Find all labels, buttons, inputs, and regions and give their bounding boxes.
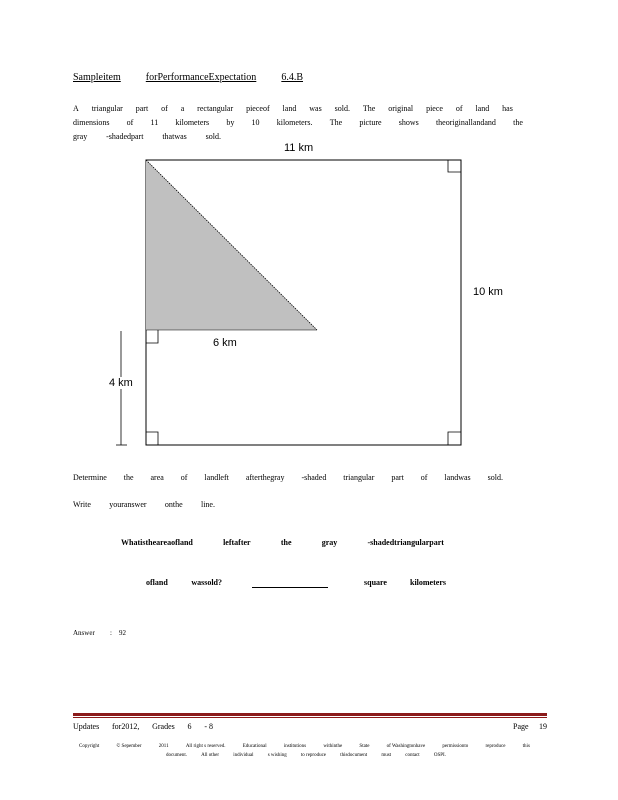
prompt-line-2a: ofland wassold? (146, 578, 222, 587)
right-angle-marker (146, 432, 158, 445)
question-line-2: Write youranswer onthe line. (73, 500, 215, 509)
footer-main (73, 722, 547, 731)
answer-colon: : (110, 629, 112, 637)
right-angle-marker (146, 330, 158, 343)
label-11km: 11 km (284, 142, 314, 154)
answer-blank-line[interactable] (252, 587, 328, 588)
prompt-line-2b: square kilometers (364, 578, 446, 587)
label-4km: 4 km (109, 377, 133, 389)
intro-line-2: dimensions of 11 kilometers by 10 kilometers. The picture shows theoriginallandand the (73, 118, 523, 127)
prompt-line-1: Whatistheareaofland leftafter the gray -shadedtriangularpart (121, 538, 444, 547)
copyright-line-2: document. All other individual s wishing to reproduce thisdocument must contact OSPI. (166, 753, 446, 758)
label-10km: 10 km (473, 286, 503, 298)
intro-line-1: A triangular part of a rectangular pieceof land was sold. The original piece of land has (73, 104, 513, 113)
footer-rule (73, 713, 547, 716)
label-6km: 6 km (213, 337, 237, 349)
right-angle-marker (448, 432, 461, 445)
answer-value: 92 (119, 629, 126, 637)
heading-part: 6.4.B (281, 72, 303, 83)
footer-page: Page 19 (513, 722, 547, 731)
copyright-line-1: Copyright © Sepember 2011 All right s reserved. Educational institutions withinthe State of Washingtonhave permissionto reproduce this (79, 744, 530, 749)
heading-part: Sampleitem (73, 72, 121, 83)
footer-rule (73, 717, 547, 718)
question-line-1: Determine the area of landleft afterthegray -shaded triangular part of landwas sold. (73, 473, 503, 482)
right-angle-marker (448, 160, 461, 172)
heading-part: forPerformanceExpectation (145, 72, 257, 83)
footer-left: Updates for2012, Grades 6 - 8 (73, 722, 213, 731)
intro-line-3: gray -shadedpart thatwas sold. (73, 132, 221, 141)
answer-label: Answer (73, 629, 95, 637)
